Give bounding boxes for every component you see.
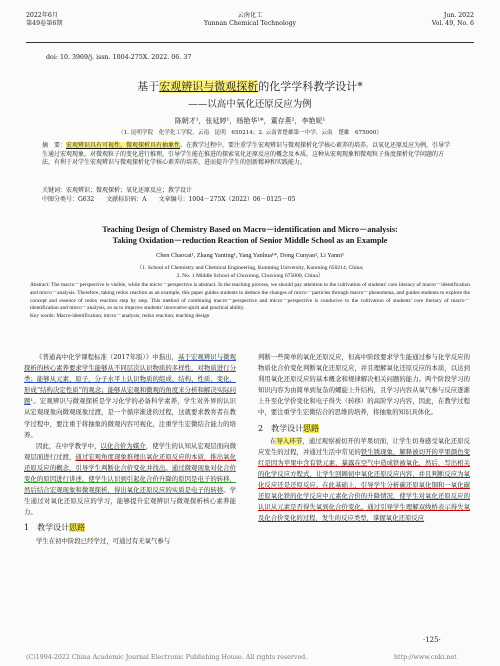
text-run: 因此，在中学教学中， [36,441,101,450]
text-run: 在 [270,436,277,445]
header-volume-cn: 第49卷第6期 [26,20,63,27]
header-date-cn: 2022年6月 [26,12,59,19]
body-column-left [24,352,236,547]
journal-name-cn: 云南化工 [237,12,263,19]
body-column-right [258,352,470,524]
english-authors: Chen Chaocai¹, Zhang Yanting¹, Yang Yanhua¹*, Dong Cunyan², Li Yanni¹ [156,252,344,259]
section-heading-2 [258,423,470,434]
heading-text: 1 教学设计 [24,523,70,533]
heading-text: 2 教学设计 [258,423,304,433]
footer-url: http://www.cnki.net [394,654,457,661]
heading-highlight: 思路 [303,423,320,433]
affiliation: （1. 昆明学院 化学化工学院，云南 昆明 650214；2. 云南省楚雄第一中学，云南 楚雄 675000） [118,130,382,136]
english-abstract-text: Abstract: The macro－perspective is visible, while the micro－perspective is abstract. In the teaching process, we should pay attention to the cultivation of students' core literacy of macro－identification and micro－analysis. Therefore, taking redox reaction as an example, this paper guides students to deduce the changes of micro－particles through macro－phenomena, and guides students to explore the concept and essence of redox reaction step by step. This method of combining macro－perspective and micro－perspective is conducive to the cultivation of students' core literacy of macro－identification and micro－analysis, so as to improve students' innovative spirit and practical ability. [30,282,470,312]
journal-name-en: Yunnan Chemical Technology [203,20,297,27]
title-suffix: 的化学学科教学设计* [258,80,363,93]
article-title [0,80,500,94]
keywords-cn: 关键词：宏观辨识；微观探析；氧化还原反应；教学设计 [42,187,193,194]
article-subtitle: ——以高中氧化还原反应为例 [188,99,312,110]
doi-line: doi: 10. 3969/j. issn. 1004-275X. 2022. 06. 37 [46,54,192,61]
english-affil-line2: 2. No. 1 Middle School of Chuxiong, Chuxiong 675000, China） [176,273,324,279]
header-right [432,12,474,28]
text-run: ，通过观察被切开的苹果切面，让学生切身感受氧化还原反应发生的过程，并通过生活中常见的 [258,436,471,456]
author-list: 陈朝才¹，张延婷¹，杨艳华¹*，董存燕²，李艳妮¹ [174,117,326,125]
english-title-line1: Teaching Design of Chemistry Based on Macro－identification and Micro－analysis: [102,225,398,234]
heading-highlight: 思路 [69,523,86,533]
copyright-footer [26,654,457,661]
page-number: ·125· [423,636,441,644]
abstract-cn [42,142,452,168]
section-heading-1 [24,522,236,533]
header-date-en: Jun. 2022 [443,12,474,19]
underlined-text: 铁生锈现象 [360,447,393,456]
underlined-text: 以化合价为媒介 [100,441,146,450]
underlined-text: 通过宏观角度现象推理出氧化还原反应的本质，推出氧化还原反应的概念，引导学生判断化合价变化并找出 [24,452,237,472]
body-paragraph: 学生在初中阶段已经学过，可通过有无氧气参与 [36,536,171,545]
classification-cn: 中图分类号：G632 文献标识码：A 文章编号：1004－275X（2022）06－0125－05 [42,196,296,203]
text-run: 。学生通过对氧化还原反应的学习，能够提升宏观辨识与微观探析核心素养能力。 [24,486,237,517]
abstract-label: 摘 要： [42,142,67,149]
body-paragraph: 判断一些简单的氧化还原反应，但高中阶段要求学生能通过参与化学反应的物质化合价变化判断氧化还原反应，并且理解氧化还原反应的本质，以达到利用氧化还原反应的基本概念和规律解决相关问题的能力。两个阶段学习的知识内容为由简单到复杂的螺旋上升结构，且学习内容从氧气参与反应逐渐上升至化学价变化和电子得失（转移）的高阶学习内容，因此，在教学过程中，要注重学生宏微结合的思维的培养，将抽象的知识具体化。 [258,353,470,417]
english-affil-line1: （1. School of Chemistry and Chemical Engineering, Kunming University, Kunming 650214, China; [136,265,364,271]
body-paragraph [24,352,236,441]
text-run: ，使学生的认知从宏观层面向微观层面进行过渡， [24,441,237,461]
english-keywords: Key words: Macro-identification; micro－analysis; redox reaction; teaching design [30,313,210,320]
english-abstract [30,282,470,321]
metadata-cn [42,186,462,204]
english-affiliation [40,264,460,280]
text-run: 《普通高中化学课程标准（2017年版）》中指出， [36,353,179,361]
abstract-body: 。在教学过程中，要注重学生宏观辨识与微观探析化学核心素养的培养。以氧化还原反应为例，引导学生通过宏观现象，对微观粒子的变化进行推理，引导学生能在推进的探索氧化还原反应的概念及本质。这种从宏观现象和微观粒子角度探析化学问题的方法，有利于对学生宏观辨识与微观探析化学核心素养的培养，进而提升学生的创新精神和实践能力。 [42,142,451,167]
copyright-text: (C)1994-2022 China Academic Journal Electronic Publishing House. All rights reserved. [26,654,308,661]
title-highlight: 宏观辨识与微观探析 [159,80,259,93]
running-header [26,12,474,43]
body-paragraph [258,436,470,525]
english-title-line2: Taking Oxidation－reduction Reaction of Senior Middle School as an Example [112,236,388,245]
abstract-highlight: 宏观辨识具有可视性，微观探析具有抽象性 [66,142,181,149]
underlined-text: 。通过微观现象对化合价变化的原因进行讲述，使学生认识到引起化合价升降的原因是电子的转移，然后结合宏观现象和微观探析，得出氧化还原反应的实质是电子的转移 [24,463,237,495]
header-center [26,12,474,28]
header-volume-en: Vol. 49, No. 6 [431,20,474,27]
highlighted-text: 导入环节 [276,436,303,445]
underlined-text: 基于宏观辨识与微观探析的核心素养要求学生能够从不同层次认识物质的多样性，对物质进行分类；能够从元素、原子、分子水平上认识物质的组成、结构、性质、变化，形成“结构决定性质”的观念；能够从宏观和微观的角度来分析和解决实际问题 [24,353,236,406]
text-run: ¹。宏观辨识与微观探析是学习化学的必备科学素养，学生对外界的认识从宏观现象向微观现象过渡，是一个循序渐进的过程，这就要求教育者在教学过程中，要注重于将抽象的微观内容可视化，注重学生宏微结合能力的培养。 [24,397,236,439]
body-paragraph [24,441,236,519]
title-prefix: 基于 [137,80,160,93]
underlined-text: ，解释被切开的苹果颜色变红是因为苹果中含有铁元素，暴露在空气中造成铁被氧化，然后，写出相关的化学反应方程式，让学生回顾初中氧化还原反应内容，并且判断反应为氧化反应还是还原反应。在此基础上，引导学生分析碳还原氧化铜和一氧化碳还原氧化铁的化学反应中元素化合价的升降情况，使学生对氧化还原反应的认识从元素是否得失氧到化合价变化。通过引导学生理解双线桥表示得失氧及化合价变化的过程，发生的反应类型，掌握氧化还原反应 [258,447,471,523]
english-title [0,224,500,246]
